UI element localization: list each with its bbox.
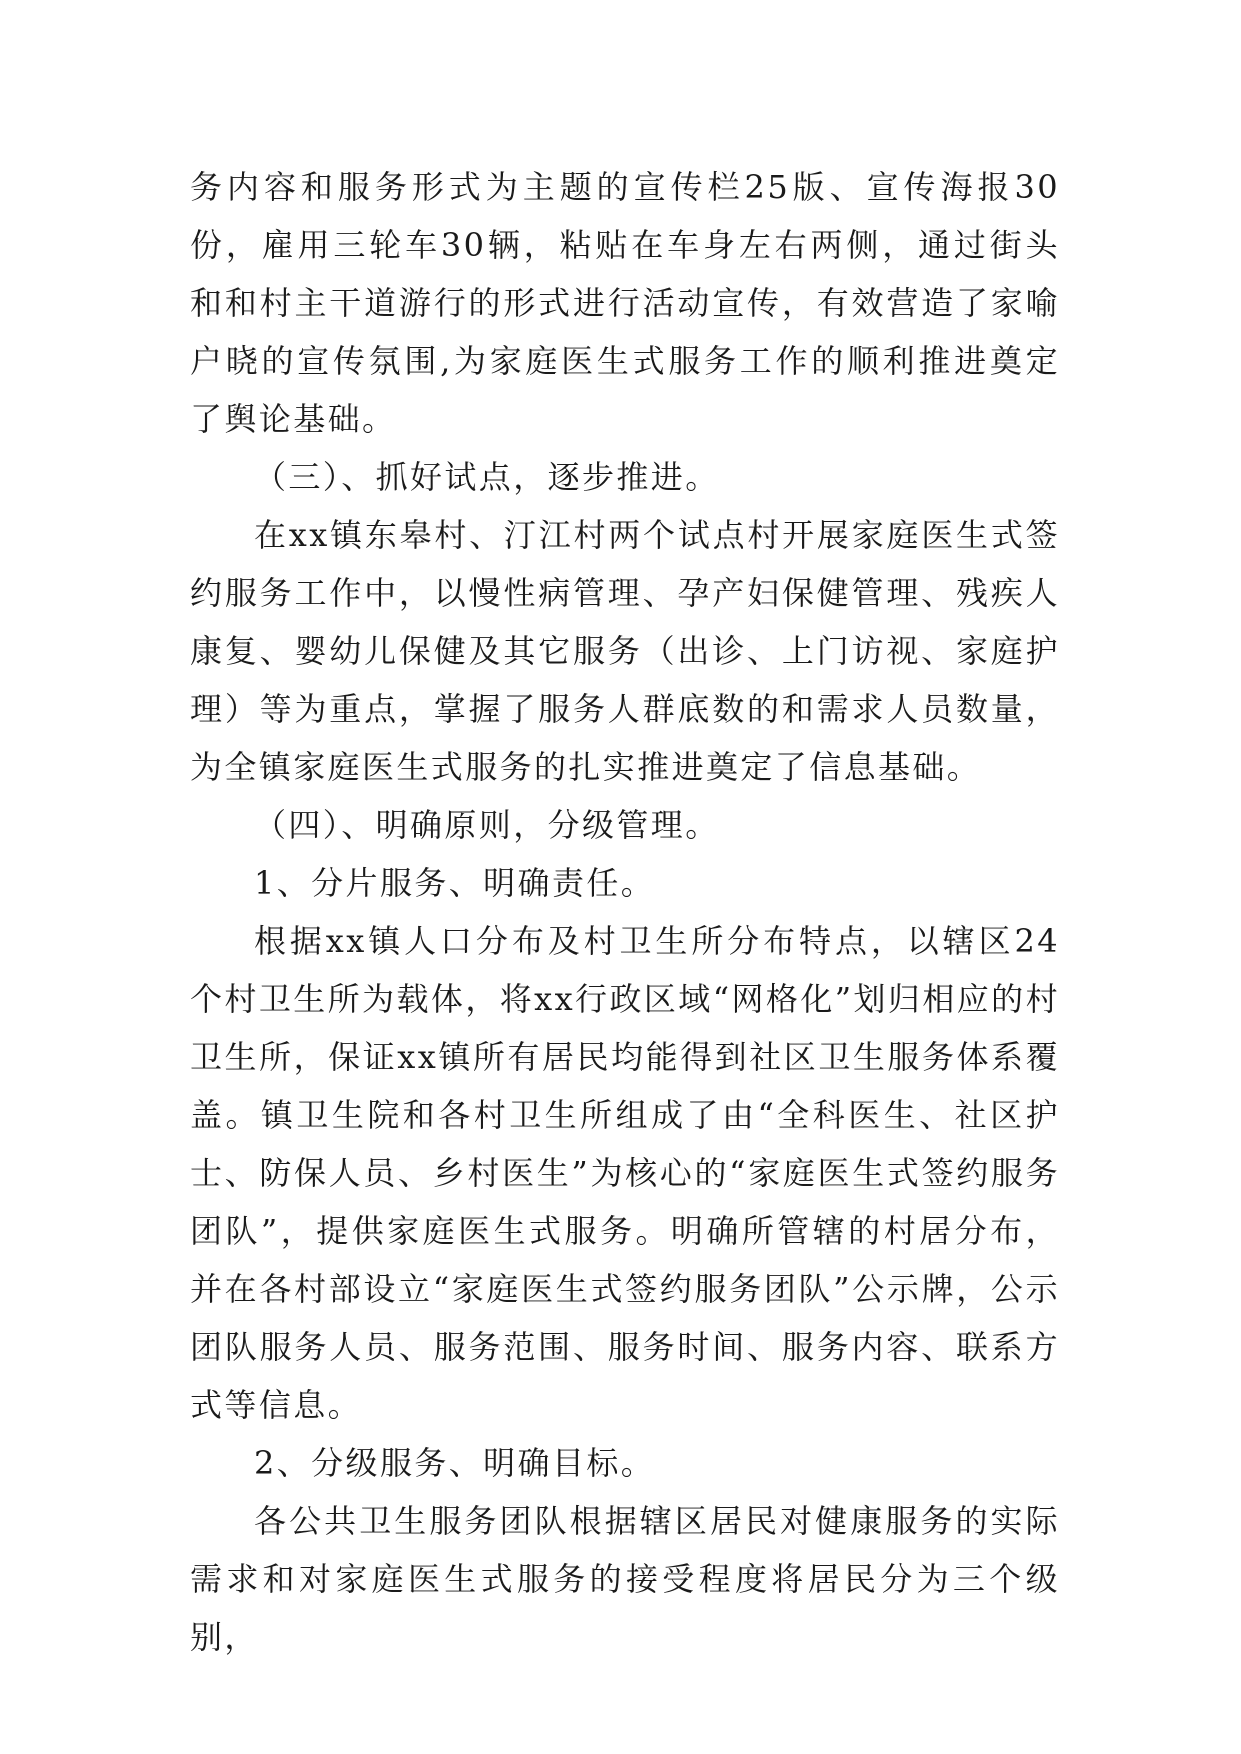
paragraph-pilot: 在xx镇东皋村、汀江村两个试点村开展家庭医生式签约服务工作中，以慢性病管理、孕产妇保健管理、残疾人康复、婴幼儿保健及其它服务（出诊、上门访视、家庭护理）等为重点，掌握了服务人群底数的和需求人员数量，为全镇家庭医生式服务的扎实推进奠定了信息基础。 [190, 516, 1060, 786]
paragraph-continuation: 务内容和服务形式为主题的宣传栏25版、宣传海报30份，雇用三轮车30辆，粘贴在车身左右两侧，通过街头和和村主干道游行的形式进行活动宣传，有效营造了家喻户晓的宣传氛围,为家庭医生式服务工作的顺利推进奠定了舆论基础。 [190, 168, 1060, 438]
paragraph-grid-service: 根据xx镇人口分布及村卫生所分布特点，以辖区24个村卫生所为载体，将xx行政区域“网格化”划归相应的村卫生所，保证xx镇所有居民均能得到社区卫生服务体系覆盖。镇卫生院和各村卫生所组成了由“全科医生、社区护士、防保人员、乡村医生”为核心的“家庭医生式签约服务团队”，提供家庭医生式服务。明确所管辖的村居分布，并在各村部设立“家庭医生式签约服务团队”公示牌，公示团队服务人员、服务范围、服务时间、服务内容、联系方式等信息。 [190, 922, 1060, 1424]
heading-section-3: （三）、抓好试点，逐步推进。 [254, 458, 720, 496]
subheading-1: 1、分片服务、明确责任。 [254, 864, 656, 902]
document-body [190, 158, 1060, 1666]
subheading-2: 2、分级服务、明确目标。 [254, 1444, 656, 1482]
paragraph-tiered-service: 各公共卫生服务团队根据辖区居民对健康服务的实际需求和对家庭医生式服务的接受程度将居民分为三个级别， [190, 1502, 1060, 1656]
heading-section-4: （四）、明确原则，分级管理。 [254, 806, 720, 844]
